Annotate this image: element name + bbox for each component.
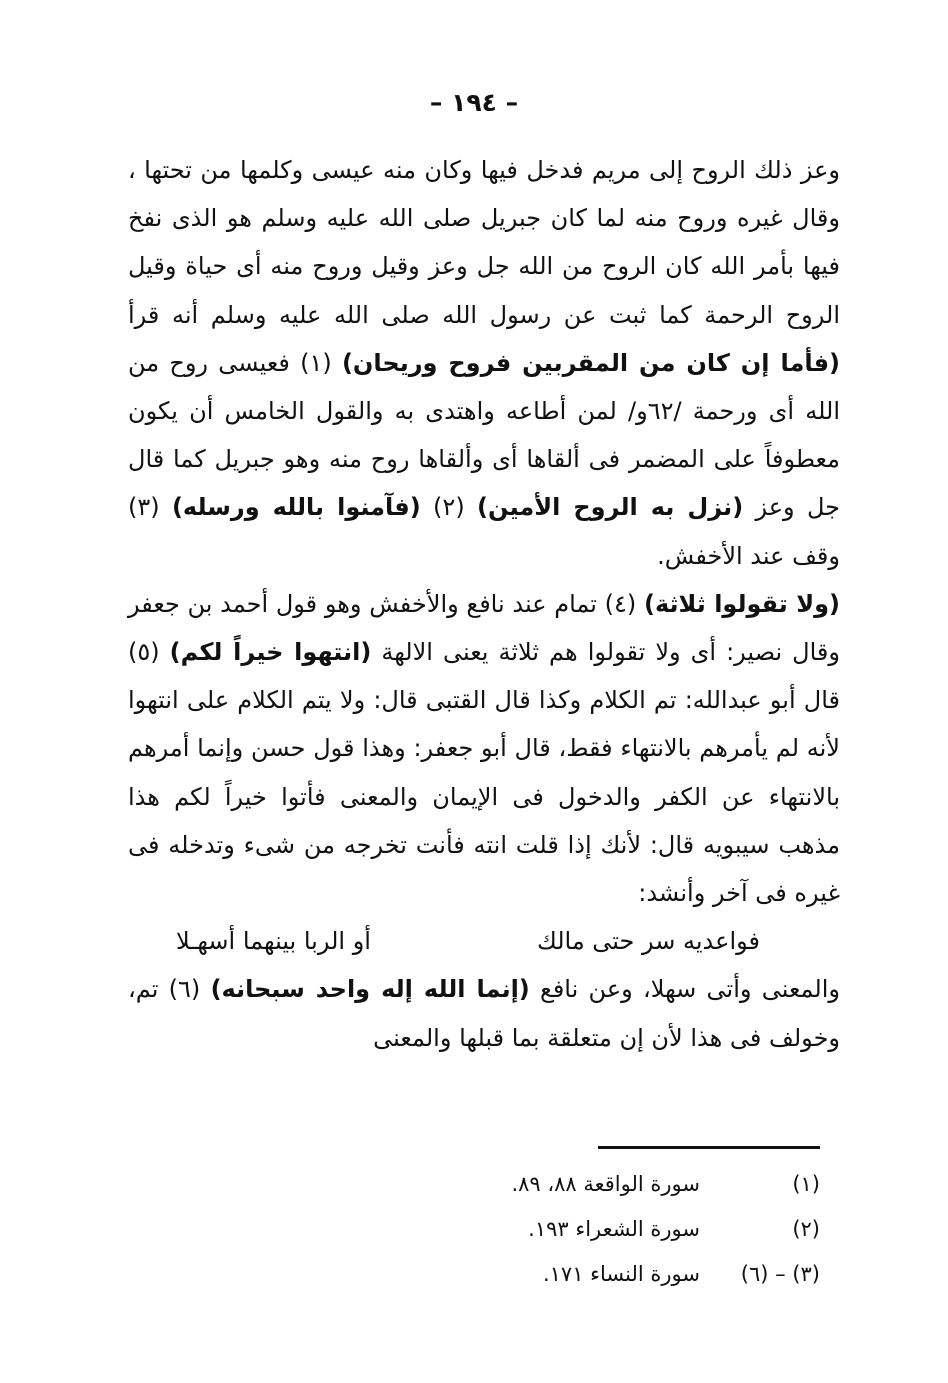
paragraph-3 [128,965,840,1061]
text-run: (٥) قال أبو عبدالله: تم الكلام وكذا قال القتبى قال: ولا يتم الكلام على انتهوا لأنه لم يأمرهم بالانتهاء فقط، قال أبو جعفر: وهذا قول حسن وإنما أمرهم بالانتهاء عن الكفر والدخول فى الإيمان والمعنى فأتوا خيراً لكم هذا مذهب سيبويه قال: لأنك إذا قلت انته فأنت تخرجه من شىء وتدخله فى غيره فى آخر وأنشد: [128,638,840,908]
text-run: (٢) [420,493,477,522]
text-run: (٦) تم، وخولف فى هذا لأن إن متعلقة بما قبلها والمعنى [128,975,840,1052]
footnote-number: (٢) [792,1217,820,1241]
quran-quote: (نزل به الروح الأمين) [477,493,744,522]
footnotes [420,1162,820,1297]
page-number: – ١٩٤ – [429,88,519,117]
quran-quote: (فأما إن كان من المقربين فروح وريحان) [341,348,841,377]
paragraph-2 [128,580,840,917]
footnote-text: سورة النساء ١٧١. [542,1262,700,1286]
paragraph-1 [128,146,840,580]
footnote-divider [598,1146,820,1149]
footnote-text: سورة الشعراء ١٩٣. [528,1217,700,1241]
footnote-item [420,1162,820,1207]
footnote-item [420,1252,820,1297]
main-text [128,146,840,1062]
footnote-item [420,1207,820,1252]
text-run: وعز ذلك الروح إلى مريم فدخل فيها وكان منه عيسى وكلمها من تحتها ، وقال غيره وروح منه لما كان جبريل صلى الله عليه وسلم هو الذى نفخ فيها بأمر الله كان الروح من الله جل وعز وقيل وروح منه أى حياة وقيل الروح الرحمة كما ثبت عن رسول الله صلى الله عليه وسلم أنه قرأ [128,156,840,329]
verse-second-hemistich: أو الربا بينهما أسهـلا [176,927,371,956]
footnote-text: سورة الواقعة ٨٨، ٨٩. [511,1172,700,1196]
poetry-verse [128,917,840,965]
quran-quote: (انتهوا خيراً لكم) [169,638,372,667]
verse-first-hemistich: فواعديه سر حتى مالك [536,927,760,956]
quran-quote: (إنما الله إله واحد سبحانه) [210,975,530,1004]
quran-quote: (ولا تقولوا ثلاثة) [644,589,841,618]
text-run: (٣) وقف عند الأخفش. [128,493,840,570]
text-run: والمعنى وأتى سهلا، وعن نافع [529,975,840,1004]
footnote-number: (٣) – (٦) [740,1262,820,1286]
quran-quote: (فآمنوا بالله ورسله) [171,493,421,522]
footnote-number: (١) [792,1172,820,1196]
text-run: (٤) تمام عند نافع والأخفش وهو قول أحمد بن جعفر وقال نصير: أى ولا تقولوا هم ثلاثة يعنى الالهة [128,589,840,667]
text-run: (١) فعيسى روح من الله أى ورحمة /٦٢و/ لمن أطاعه واهتدى به والقول الخامس أن يكون معطوفاً على المضمر فى ألقاها أى وألقاها روح منه وهو جبريل كما قال جل وعز [128,348,840,522]
